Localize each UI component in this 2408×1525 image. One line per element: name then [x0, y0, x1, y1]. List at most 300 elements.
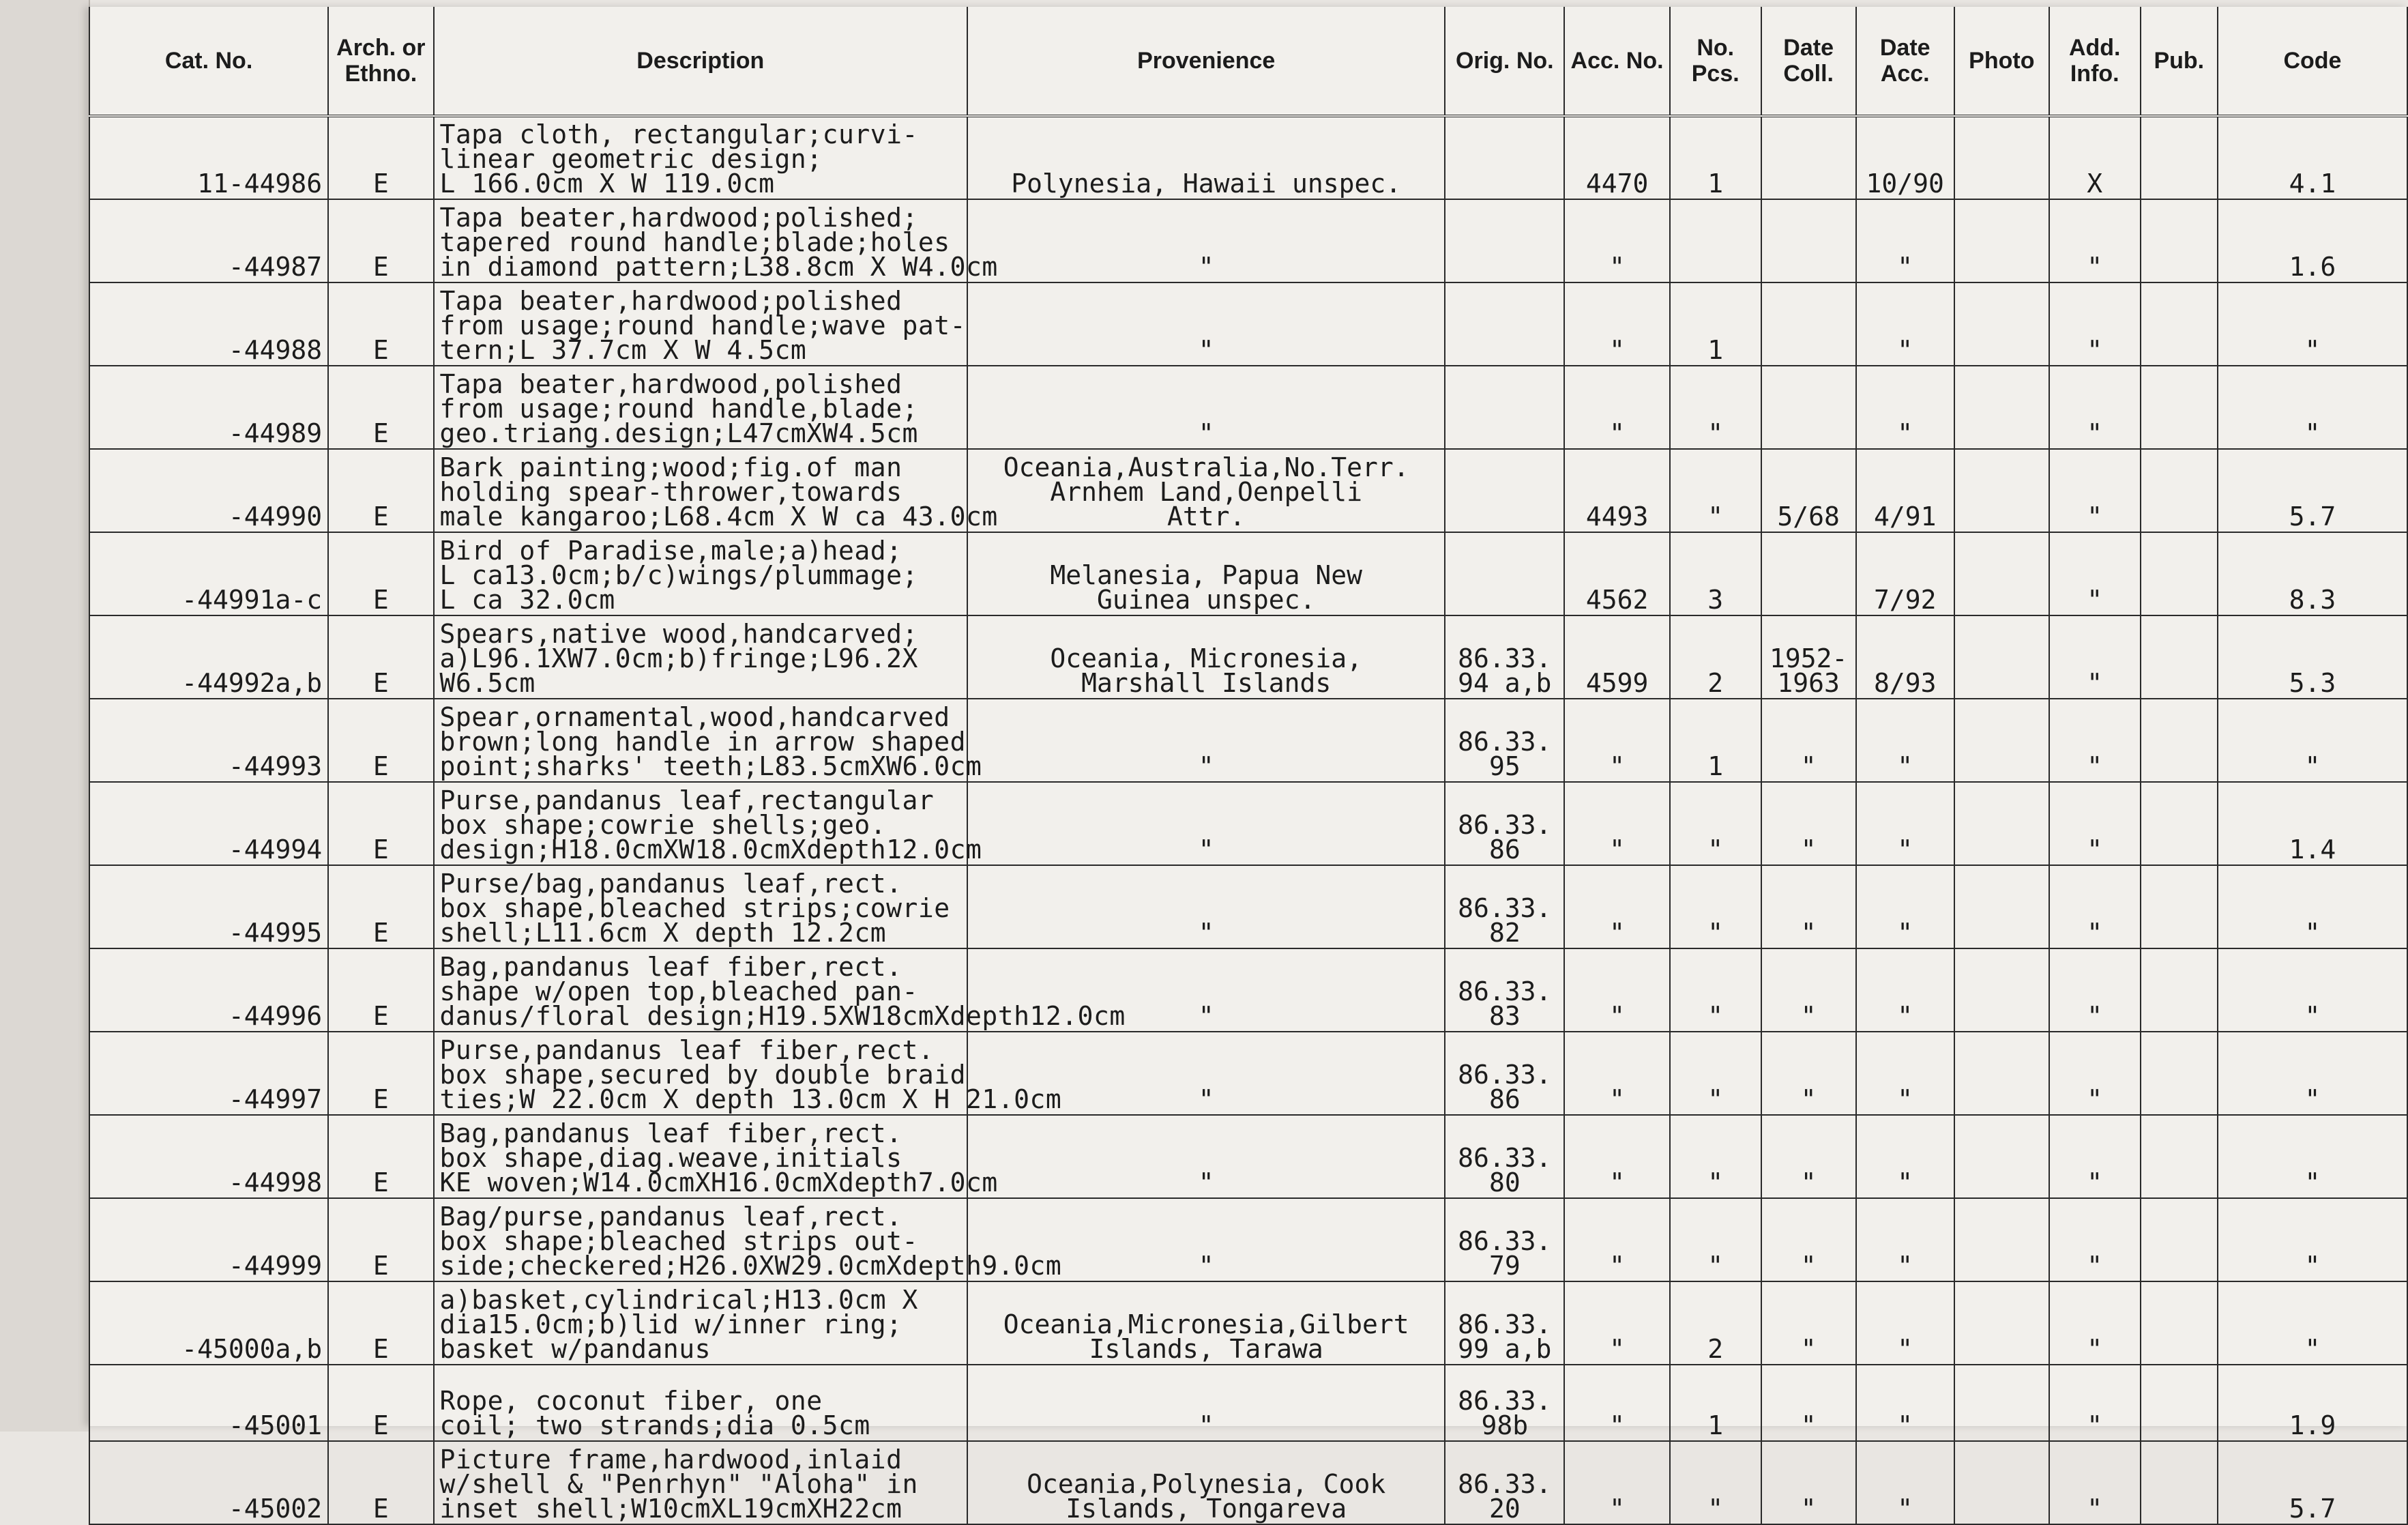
orig-no-line: 99 a,b — [1458, 1334, 1552, 1364]
cat-no-cell: -44998 — [89, 1115, 328, 1198]
orig-no-line: 83 — [1488, 1001, 1521, 1031]
table-row — [89, 1198, 2407, 1281]
orig-no-line: 86.33. — [1458, 893, 1552, 923]
pub-cell — [2141, 532, 2218, 615]
description-cell — [434, 1032, 1062, 1115]
arch-ethno-cell: E — [328, 1032, 433, 1115]
provenience-cell — [967, 782, 1445, 865]
no-pcs-cell: " — [1670, 366, 1761, 449]
provenience-cell — [967, 199, 1445, 282]
date-acc-cell: 10/90 — [1856, 116, 1954, 199]
photo-cell — [1954, 199, 2049, 282]
date-acc-cell: " — [1856, 366, 1954, 449]
photo-cell — [1954, 699, 2049, 782]
orig-no-cell — [1445, 366, 1564, 449]
acc-no-cell: " — [1564, 1281, 1669, 1365]
description-line: Tapa beater,hardwood,polished — [439, 369, 902, 399]
acc-no-cell: " — [1564, 1441, 1669, 1524]
description-cell — [434, 1115, 998, 1198]
orig-no-cell — [1445, 199, 1564, 282]
code-cell: 4.1 — [2218, 116, 2407, 199]
date-coll-cell: " — [1761, 1365, 1856, 1441]
no-pcs-cell: " — [1670, 782, 1761, 865]
pub-cell — [2141, 1032, 2218, 1115]
header-cat-no: Cat. No. — [89, 7, 328, 116]
date-acc-cell: " — [1856, 699, 1954, 782]
provenience-line: " — [1198, 418, 1214, 448]
acc-no-cell: " — [1564, 1198, 1669, 1281]
provenience-cell — [967, 1281, 1445, 1365]
cat-no-cell: -45002 — [89, 1441, 328, 1524]
catalog-table — [89, 7, 2408, 1525]
orig-no-line: 79 — [1488, 1251, 1521, 1281]
provenience-line: " — [1198, 918, 1214, 948]
date-acc-cell: " — [1856, 865, 1954, 948]
description-line: L ca13.0cm;b/c)wings/plummage; — [439, 560, 918, 590]
date-coll-cell: " — [1761, 1198, 1856, 1281]
catalog-ledger-sheet — [89, 7, 2408, 1524]
code-cell: " — [2218, 1198, 2407, 1281]
description-line: Bag,pandanus leaf fiber,rect. — [439, 1118, 902, 1148]
description-line: Tapa beater,hardwood;polished — [439, 286, 902, 316]
provenience-line: Oceania, Micronesia, — [1050, 643, 1362, 673]
description-line: Tapa beater,hardwood;polished; — [439, 203, 918, 233]
date-acc-cell: " — [1856, 948, 1954, 1032]
description-line: dia15.0cm;b)lid w/inner ring; — [439, 1309, 902, 1339]
description-cell — [434, 366, 968, 449]
orig-no-line: 86.33. — [1458, 1143, 1552, 1173]
add-info-cell: " — [2049, 699, 2141, 782]
orig-no-cell — [1445, 1365, 1564, 1441]
arch-ethno-cell: E — [328, 1115, 433, 1198]
pub-cell — [2141, 366, 2218, 449]
acc-no-cell: " — [1564, 1032, 1669, 1115]
no-pcs-cell — [1670, 199, 1761, 282]
provenience-cell — [967, 282, 1445, 366]
orig-no-cell — [1445, 615, 1564, 699]
photo-cell — [1954, 865, 2049, 948]
table-row — [89, 1365, 2407, 1441]
date-acc-cell: " — [1856, 1198, 1954, 1281]
pub-cell — [2141, 1441, 2218, 1524]
acc-no-cell: " — [1564, 865, 1669, 948]
provenience-line: Melanesia, Papua New — [1050, 560, 1362, 590]
no-pcs-cell: 1 — [1670, 282, 1761, 366]
provenience-cell — [967, 366, 1445, 449]
orig-no-cell — [1445, 865, 1564, 948]
date-coll-cell: " — [1761, 699, 1856, 782]
code-cell: " — [2218, 282, 2407, 366]
date-coll-cell: " — [1761, 865, 1856, 948]
code-cell: " — [2218, 1115, 2407, 1198]
acc-no-cell: 4562 — [1564, 532, 1669, 615]
description-line: male kangaroo;L68.4cm X W ca 43.0cm — [439, 502, 998, 532]
description-line: Bird of Paradise,male;a)head; — [439, 536, 902, 566]
table-row — [89, 449, 2407, 532]
orig-no-line: 94 a,b — [1458, 668, 1552, 698]
provenience-line: Marshall Islands — [1081, 668, 1332, 698]
add-info-cell: " — [2049, 865, 2141, 948]
description-line: Picture frame,hardwood,inlaid — [439, 1444, 902, 1475]
orig-no-cell — [1445, 1198, 1564, 1281]
description-line: a)basket,cylindrical;H13.0cm X — [439, 1285, 918, 1315]
table-row — [89, 782, 2407, 865]
description-line: brown;long handle in arrow shaped — [439, 727, 967, 757]
date-acc-cell: 8/93 — [1856, 615, 1954, 699]
description-line: geo.triang.design;L47cmXW4.5cm — [439, 418, 918, 448]
provenience-cell — [967, 1365, 1445, 1441]
pub-cell — [2141, 782, 2218, 865]
acc-no-cell: 4599 — [1564, 615, 1669, 699]
table-row — [89, 1115, 2407, 1198]
description-line: point;sharks' teeth;L83.5cmXW6.0cm — [439, 751, 982, 781]
add-info-cell: " — [2049, 282, 2141, 366]
provenience-line: " — [1198, 1001, 1214, 1031]
header-provenience: Provenience — [967, 7, 1445, 116]
photo-cell — [1954, 1032, 2049, 1115]
pub-cell — [2141, 282, 2218, 366]
orig-no-line: 86.33. — [1458, 1386, 1552, 1416]
description-line: Bag/purse,pandanus leaf,rect. — [439, 1202, 902, 1232]
photo-cell — [1954, 1198, 2049, 1281]
description-line: W6.5cm — [439, 668, 535, 698]
add-info-cell: " — [2049, 366, 2141, 449]
description-cell — [434, 199, 998, 282]
description-cell — [434, 699, 982, 782]
description-line: tapered round handle;blade;holes — [439, 227, 950, 257]
acc-no-cell: " — [1564, 199, 1669, 282]
add-info-cell: " — [2049, 1032, 2141, 1115]
arch-ethno-cell: E — [328, 615, 433, 699]
description-cell — [434, 615, 968, 699]
arch-ethno-cell: E — [328, 1281, 433, 1365]
page-edge-strip — [0, 0, 90, 1432]
date-coll-cell: " — [1761, 1115, 1856, 1198]
no-pcs-cell: 1 — [1670, 699, 1761, 782]
no-pcs-cell: 1 — [1670, 1365, 1761, 1441]
arch-ethno-cell: E — [328, 782, 433, 865]
header-description: Description — [434, 7, 968, 116]
orig-no-cell — [1445, 449, 1564, 532]
arch-ethno-cell: E — [328, 282, 433, 366]
orig-no-cell — [1445, 1032, 1564, 1115]
pub-cell — [2141, 615, 2218, 699]
header-acc-no: Acc. No. — [1564, 7, 1669, 116]
table-row — [89, 1281, 2407, 1365]
orig-no-line: 86.33. — [1458, 1226, 1552, 1256]
code-cell: 1.6 — [2218, 199, 2407, 282]
table-row — [89, 699, 2407, 782]
orig-no-line: 86.33. — [1458, 643, 1552, 673]
add-info-cell: " — [2049, 449, 2141, 532]
header-pub: Pub. — [2141, 7, 2218, 116]
provenience-cell — [967, 449, 1445, 532]
date-acc-cell: " — [1856, 1365, 1954, 1441]
description-line: a)L96.1XW7.0cm;b)fringe;L96.2X — [439, 643, 918, 673]
date-acc-cell: " — [1856, 1281, 1954, 1365]
cat-no-cell: 11-44986 — [89, 116, 328, 199]
date-coll-cell — [1761, 366, 1856, 449]
orig-no-cell — [1445, 282, 1564, 366]
orig-no-line: 86 — [1488, 834, 1521, 865]
pub-cell — [2141, 699, 2218, 782]
description-line: from usage;round handle;wave pat- — [439, 310, 967, 340]
acc-no-cell: 4470 — [1564, 116, 1669, 199]
description-line: side;checkered;H26.0XW29.0cmXdepth9.0cm — [439, 1251, 1062, 1281]
description-line: KE woven;W14.0cmXH16.0cmXdepth7.0cm — [439, 1167, 998, 1197]
date-acc-cell: " — [1856, 282, 1954, 366]
date-acc-cell: " — [1856, 1032, 1954, 1115]
table-row — [89, 615, 2407, 699]
code-cell: " — [2218, 865, 2407, 948]
provenience-cell — [967, 1441, 1445, 1524]
cat-no-cell: -45000a,b — [89, 1281, 328, 1365]
provenience-line: " — [1198, 1084, 1214, 1114]
date-coll-cell: " — [1761, 948, 1856, 1032]
header-code: Code — [2218, 7, 2407, 116]
provenience-cell — [967, 615, 1445, 699]
description-line: design;H18.0cmXW18.0cmXdepth12.0cm — [439, 834, 982, 865]
arch-ethno-cell: E — [328, 1198, 433, 1281]
provenience-line: " — [1198, 335, 1214, 365]
no-pcs-cell: " — [1670, 948, 1761, 1032]
code-cell: 1.4 — [2218, 782, 2407, 865]
table-row — [89, 948, 2407, 1032]
add-info-cell: " — [2049, 615, 2141, 699]
orig-no-cell — [1445, 532, 1564, 615]
description-line: shape w/open top,bleached pan- — [439, 976, 918, 1006]
orig-no-line: 95 — [1488, 751, 1521, 781]
acc-no-cell: " — [1564, 699, 1669, 782]
description-line: L ca 32.0cm — [439, 585, 615, 615]
no-pcs-cell: " — [1670, 865, 1761, 948]
description-line: linear geometric design; — [439, 144, 823, 174]
header-date-acc: Date Acc. — [1856, 7, 1954, 116]
description-line: shell;L11.6cm X depth 12.2cm — [439, 918, 887, 948]
orig-no-cell — [1445, 1115, 1564, 1198]
orig-no-cell — [1445, 116, 1564, 199]
provenience-line: Islands, Tarawa — [1089, 1334, 1323, 1364]
orig-no-line: 86.33. — [1458, 1060, 1552, 1090]
header-date-coll: Date Coll. — [1761, 7, 1856, 116]
arch-ethno-cell: E — [328, 948, 433, 1032]
code-cell: 1.9 — [2218, 1365, 2407, 1441]
pub-cell — [2141, 1365, 2218, 1441]
pub-cell — [2141, 199, 2218, 282]
description-line: ties;W 22.0cm X depth 13.0cm X H 21.0cm — [439, 1084, 1062, 1114]
description-line: coil; two strands;dia 0.5cm — [439, 1410, 870, 1440]
acc-no-cell: " — [1564, 948, 1669, 1032]
orig-no-line: 86.33. — [1458, 727, 1552, 757]
orig-no-cell — [1445, 948, 1564, 1032]
description-line: box shape,secured by double braid — [439, 1060, 967, 1090]
provenience-cell — [967, 1115, 1445, 1198]
pub-cell — [2141, 116, 2218, 199]
cat-no-cell: -44990 — [89, 449, 328, 532]
arch-ethno-cell: E — [328, 199, 433, 282]
description-line: box shape;bleached strips out- — [439, 1226, 918, 1256]
photo-cell — [1954, 449, 2049, 532]
description-line: Purse,pandanus leaf fiber,rect. — [439, 1035, 935, 1065]
table-row — [89, 1032, 2407, 1115]
provenience-line: Guinea unspec. — [1097, 585, 1316, 615]
date-coll-cell: " — [1761, 1281, 1856, 1365]
description-line: Rope, coconut fiber, one — [439, 1386, 823, 1416]
date-coll-cell — [1761, 282, 1856, 366]
arch-ethno-cell: E — [328, 865, 433, 948]
orig-no-line: 98b — [1481, 1410, 1529, 1440]
no-pcs-cell: 3 — [1670, 532, 1761, 615]
orig-no-line: 82 — [1488, 918, 1521, 948]
provenience-line: Oceania,Micronesia,Gilbert — [1003, 1309, 1409, 1339]
header-add-info: Add. Info. — [2049, 7, 2141, 116]
photo-cell — [1954, 1281, 2049, 1365]
description-line: Bark painting;wood;fig.of man — [439, 452, 902, 482]
date-coll-cell — [1761, 199, 1856, 282]
provenience-line: Arnhem Land,Oenpelli — [1050, 477, 1362, 507]
cat-no-cell: -44996 — [89, 948, 328, 1032]
description-line: Purse,pandanus leaf,rectangular — [439, 785, 935, 815]
code-cell: " — [2218, 1032, 2407, 1115]
pub-cell — [2141, 1198, 2218, 1281]
date-coll-cell — [1761, 116, 1856, 199]
header-orig-no: Orig. No. — [1445, 7, 1564, 116]
date-acc-cell: 7/92 — [1856, 532, 1954, 615]
orig-no-cell — [1445, 1441, 1564, 1524]
orig-no-line: 86.33. — [1458, 810, 1552, 840]
code-cell: 5.3 — [2218, 615, 2407, 699]
code-cell: " — [2218, 948, 2407, 1032]
provenience-line: " — [1198, 1251, 1214, 1281]
table-row — [89, 532, 2407, 615]
description-line: Tapa cloth, rectangular;curvi- — [439, 119, 918, 149]
code-cell: 8.3 — [2218, 532, 2407, 615]
acc-no-cell: " — [1564, 366, 1669, 449]
photo-cell — [1954, 532, 2049, 615]
description-cell — [434, 116, 968, 199]
pub-cell — [2141, 1115, 2218, 1198]
orig-no-line: 86.33. — [1458, 1469, 1552, 1499]
table-row — [89, 282, 2407, 366]
add-info-cell: " — [2049, 1365, 2141, 1441]
description-line: tern;L 37.7cm X W 4.5cm — [439, 335, 807, 365]
orig-no-cell — [1445, 782, 1564, 865]
photo-cell — [1954, 1115, 2049, 1198]
cat-no-cell: -44989 — [89, 366, 328, 449]
provenience-line: " — [1198, 751, 1214, 781]
cat-no-cell: -44997 — [89, 1032, 328, 1115]
table-row — [89, 199, 2407, 282]
acc-no-cell: " — [1564, 1365, 1669, 1441]
description-cell — [434, 865, 968, 948]
cat-no-cell: -45001 — [89, 1365, 328, 1441]
date-coll-cell: " — [1761, 1441, 1856, 1524]
add-info-cell: " — [2049, 1198, 2141, 1281]
provenience-line: Oceania,Australia,No.Terr. — [1003, 452, 1409, 482]
acc-no-cell: 4493 — [1564, 449, 1669, 532]
photo-cell — [1954, 948, 2049, 1032]
date-coll-cell: " — [1761, 1032, 1856, 1115]
description-cell — [434, 948, 1126, 1032]
description-cell — [434, 282, 968, 366]
arch-ethno-cell: E — [328, 532, 433, 615]
orig-no-line: 86.33. — [1458, 976, 1552, 1006]
description-line: box shape,bleached strips;cowrie — [439, 893, 950, 923]
cat-no-cell: -44987 — [89, 199, 328, 282]
no-pcs-cell: 2 — [1670, 1281, 1761, 1365]
description-cell — [434, 1198, 1062, 1281]
cat-no-cell: -44994 — [89, 782, 328, 865]
no-pcs-cell: 2 — [1670, 615, 1761, 699]
header-arch-ethno: Arch. or Ethno. — [328, 7, 433, 116]
add-info-cell: " — [2049, 948, 2141, 1032]
orig-no-line: 20 — [1488, 1494, 1521, 1524]
date-acc-cell: " — [1856, 782, 1954, 865]
pub-cell — [2141, 865, 2218, 948]
acc-no-cell: " — [1564, 782, 1669, 865]
add-info-cell: " — [2049, 199, 2141, 282]
add-info-cell: X — [2049, 116, 2141, 199]
table-row — [89, 1441, 2407, 1524]
description-line: box shape,diag.weave,initials — [439, 1143, 902, 1173]
table-row — [89, 116, 2407, 199]
description-line: danus/floral design;H19.5XW18cmXdepth12.0cm — [439, 1001, 1126, 1031]
description-line: inset shell;W10cmXL19cmXH22cm — [439, 1494, 902, 1524]
table-row — [89, 366, 2407, 449]
description-cell — [434, 1441, 968, 1524]
cat-no-cell: -44988 — [89, 282, 328, 366]
provenience-cell — [967, 699, 1445, 782]
description-line: Purse/bag,pandanus leaf,rect. — [439, 869, 902, 899]
arch-ethno-cell: E — [328, 366, 433, 449]
description-line: holding spear-thrower,towards — [439, 477, 902, 507]
header-row — [89, 7, 2407, 116]
orig-no-cell — [1445, 699, 1564, 782]
arch-ethno-cell: E — [328, 116, 433, 199]
arch-ethno-cell: E — [328, 1365, 433, 1441]
add-info-cell: " — [2049, 1441, 2141, 1524]
code-cell: " — [2218, 366, 2407, 449]
description-line: in diamond pattern;L38.8cm X W4.0cm — [439, 252, 998, 282]
provenience-line: Attr. — [1167, 502, 1246, 532]
date-acc-cell: 4/91 — [1856, 449, 1954, 532]
description-line: w/shell & "Penrhyn" "Aloha" in — [439, 1469, 918, 1499]
cat-no-cell: -44999 — [89, 1198, 328, 1281]
acc-no-cell: " — [1564, 1115, 1669, 1198]
header-photo: Photo — [1954, 7, 2049, 116]
description-cell — [434, 1365, 968, 1441]
photo-cell — [1954, 282, 2049, 366]
date-acc-cell: " — [1856, 199, 1954, 282]
description-cell — [434, 449, 998, 532]
provenience-line: " — [1198, 1167, 1214, 1197]
description-cell — [434, 1281, 968, 1365]
date-coll-cell — [1761, 532, 1856, 615]
pub-cell — [2141, 1281, 2218, 1365]
photo-cell — [1954, 366, 2049, 449]
photo-cell — [1954, 1365, 2049, 1441]
table-row — [89, 865, 2407, 948]
provenience-line: Islands, Tongareva — [1066, 1494, 1347, 1524]
cat-no-cell: -44993 — [89, 699, 328, 782]
description-line: Spears,native wood,handcarved; — [439, 619, 918, 649]
provenience-cell — [967, 865, 1445, 948]
description-line: Bag,pandanus leaf fiber,rect. — [439, 952, 902, 982]
arch-ethno-cell: E — [328, 1441, 433, 1524]
orig-no-line: 86 — [1488, 1084, 1521, 1114]
date-coll-cell: 5/68 — [1761, 449, 1856, 532]
orig-no-line: 86.33. — [1458, 1309, 1552, 1339]
